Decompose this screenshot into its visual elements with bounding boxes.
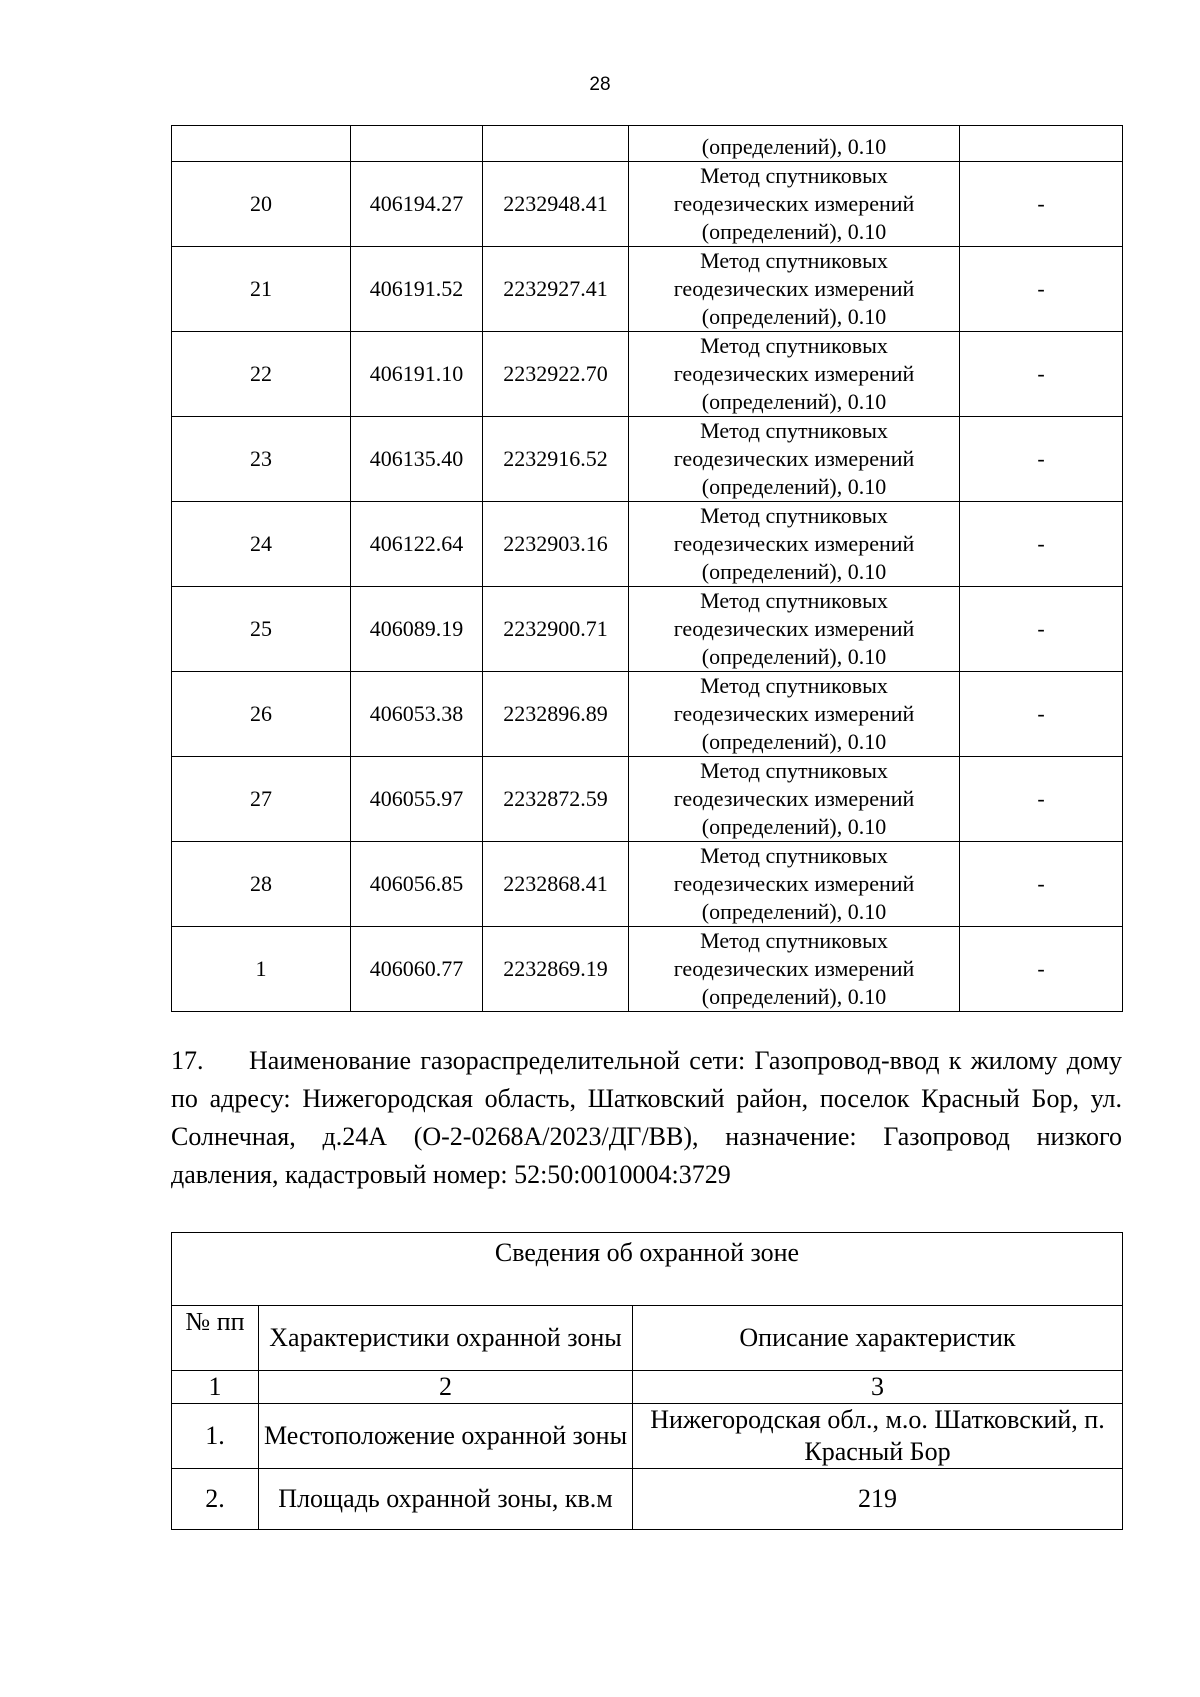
note-cell: -	[960, 332, 1123, 417]
y-coordinate-cell: 2232896.89	[483, 672, 629, 757]
page-number: 28	[589, 74, 611, 95]
method-line: геодезических измерений	[673, 446, 915, 471]
method-line: геодезических измерений	[673, 616, 915, 641]
row-number: 2.	[172, 1469, 259, 1530]
table-row	[172, 332, 1123, 417]
point-number-cell: 1	[172, 927, 351, 1012]
note-cell: -	[960, 842, 1123, 927]
method-cell	[629, 672, 960, 757]
column-number: 1	[172, 1371, 259, 1404]
method-line: геодезических измерений	[673, 191, 915, 216]
method-cell	[629, 842, 960, 927]
note-cell: -	[960, 927, 1123, 1012]
note-cell: -	[960, 417, 1123, 502]
point-number-cell: 20	[172, 162, 351, 247]
note-cell: -	[960, 247, 1123, 332]
method-line: (определений), 0.10	[701, 644, 887, 669]
note-cell	[960, 126, 1123, 162]
method-cell	[629, 332, 960, 417]
method-line: геодезических измерений	[673, 956, 915, 981]
section-text: Наименование газораспределительной сети: Газопровод-ввод к жилому дому по адресу: Нижегородская область, Шатковский район, поселок Красный Бор, ул. Солнечная, д.24А (О-2-0268А/2023/ДГ/ВВ), назначение: Газопровод низкого давления, кадастровый номер: 52:50:0010004:3729	[171, 1046, 1122, 1189]
x-coordinate-cell: 406191.52	[351, 247, 483, 332]
y-coordinate-cell: 2232922.70	[483, 332, 629, 417]
method-line: (определений), 0.10	[701, 559, 887, 584]
point-number-cell: 24	[172, 502, 351, 587]
point-number-cell: 25	[172, 587, 351, 672]
table-row	[172, 1404, 1123, 1469]
method-line: (определений), 0.10	[701, 219, 887, 244]
y-coordinate-cell: 2232927.41	[483, 247, 629, 332]
method-line: Метод спутниковых	[700, 333, 888, 358]
point-number-cell	[172, 126, 351, 162]
method-cell	[629, 927, 960, 1012]
coordinates-table	[171, 125, 1123, 1012]
row-number: 1.	[172, 1404, 259, 1469]
x-coordinate-cell: 406191.10	[351, 332, 483, 417]
method-cell	[629, 417, 960, 502]
table-title: Сведения об охранной зоне	[172, 1233, 1123, 1306]
method-cell	[629, 502, 960, 587]
method-line: Метод спутниковых	[700, 248, 888, 273]
header-description: Описание характеристик	[633, 1306, 1123, 1371]
x-coordinate-cell: 406089.19	[351, 587, 483, 672]
x-coordinate-cell: 406055.97	[351, 757, 483, 842]
note-cell: -	[960, 587, 1123, 672]
table-header-row	[172, 1306, 1123, 1371]
method-line: геодезических измерений	[673, 276, 915, 301]
x-coordinate-cell: 406135.40	[351, 417, 483, 502]
section-paragraph	[171, 1042, 1122, 1194]
table-row	[172, 587, 1123, 672]
y-coordinate-cell	[483, 126, 629, 162]
method-line: (определений), 0.10	[701, 899, 887, 924]
method-line: Метод спутниковых	[700, 673, 888, 698]
method-line: геодезических измерений	[673, 361, 915, 386]
description-cell: Нижегородская обл., м.о. Шатковский, п. Красный Бор	[633, 1404, 1123, 1469]
x-coordinate-cell: 406056.85	[351, 842, 483, 927]
method-line: геодезических измерений	[673, 701, 915, 726]
note-cell: -	[960, 162, 1123, 247]
x-coordinate-cell: 406053.38	[351, 672, 483, 757]
table-row	[172, 842, 1123, 927]
point-number-cell: 22	[172, 332, 351, 417]
method-line: Метод спутниковых	[700, 843, 888, 868]
method-line: (определений), 0.10	[701, 984, 887, 1009]
method-line: (определений), 0.10	[701, 474, 887, 499]
method-line: Метод спутниковых	[700, 163, 888, 188]
method-cell	[629, 162, 960, 247]
method-line: (определений), 0.10	[701, 304, 887, 329]
method-line: Метод спутниковых	[700, 418, 888, 443]
method-line: Метод спутниковых	[700, 588, 888, 613]
table-row	[172, 1469, 1123, 1530]
x-coordinate-cell: 406060.77	[351, 927, 483, 1012]
table-row	[172, 502, 1123, 587]
method-line: (определений), 0.10	[701, 814, 887, 839]
column-numbers-row	[172, 1371, 1123, 1404]
point-number-cell: 23	[172, 417, 351, 502]
table-row	[172, 927, 1123, 1012]
y-coordinate-cell: 2232916.52	[483, 417, 629, 502]
table-row-continuation	[172, 126, 1123, 162]
table-row	[172, 417, 1123, 502]
method-cell	[629, 587, 960, 672]
x-coordinate-cell: 406194.27	[351, 162, 483, 247]
y-coordinate-cell: 2232868.41	[483, 842, 629, 927]
characteristic-cell: Площадь охранной зоны, кв.м	[259, 1469, 633, 1530]
note-cell: -	[960, 757, 1123, 842]
y-coordinate-cell: 2232948.41	[483, 162, 629, 247]
method-cell	[629, 757, 960, 842]
method-cell: (определений), 0.10	[629, 126, 960, 162]
method-line: геодезических измерений	[673, 871, 915, 896]
point-number-cell: 27	[172, 757, 351, 842]
method-line: (определений), 0.10	[701, 389, 887, 414]
x-coordinate-cell: 406122.64	[351, 502, 483, 587]
method-line: Метод спутниковых	[700, 758, 888, 783]
note-cell: -	[960, 672, 1123, 757]
y-coordinate-cell: 2232903.16	[483, 502, 629, 587]
table-row	[172, 247, 1123, 332]
point-number-cell: 26	[172, 672, 351, 757]
characteristic-cell: Местоположение охранной зоны	[259, 1404, 633, 1469]
table-title-row	[172, 1233, 1123, 1306]
y-coordinate-cell: 2232869.19	[483, 927, 629, 1012]
header-characteristics: Характеристики охранной зоны	[259, 1306, 633, 1371]
table-row	[172, 672, 1123, 757]
table-row	[172, 162, 1123, 247]
method-line: (определений), 0.10	[701, 729, 887, 754]
method-line: геодезических измерений	[673, 786, 915, 811]
y-coordinate-cell: 2232900.71	[483, 587, 629, 672]
note-cell: -	[960, 502, 1123, 587]
column-number: 3	[633, 1371, 1123, 1404]
method-line: геодезических измерений	[673, 531, 915, 556]
x-coordinate-cell	[351, 126, 483, 162]
point-number-cell: 21	[172, 247, 351, 332]
protection-zone-table	[171, 1232, 1123, 1530]
header-num: № пп	[172, 1306, 259, 1371]
column-number: 2	[259, 1371, 633, 1404]
table-row	[172, 757, 1123, 842]
method-line: Метод спутниковых	[700, 503, 888, 528]
description-cell: 219	[633, 1469, 1123, 1530]
point-number-cell: 28	[172, 842, 351, 927]
section-number: 17.	[171, 1046, 204, 1075]
method-cell	[629, 247, 960, 332]
y-coordinate-cell: 2232872.59	[483, 757, 629, 842]
method-line: Метод спутниковых	[700, 928, 888, 953]
